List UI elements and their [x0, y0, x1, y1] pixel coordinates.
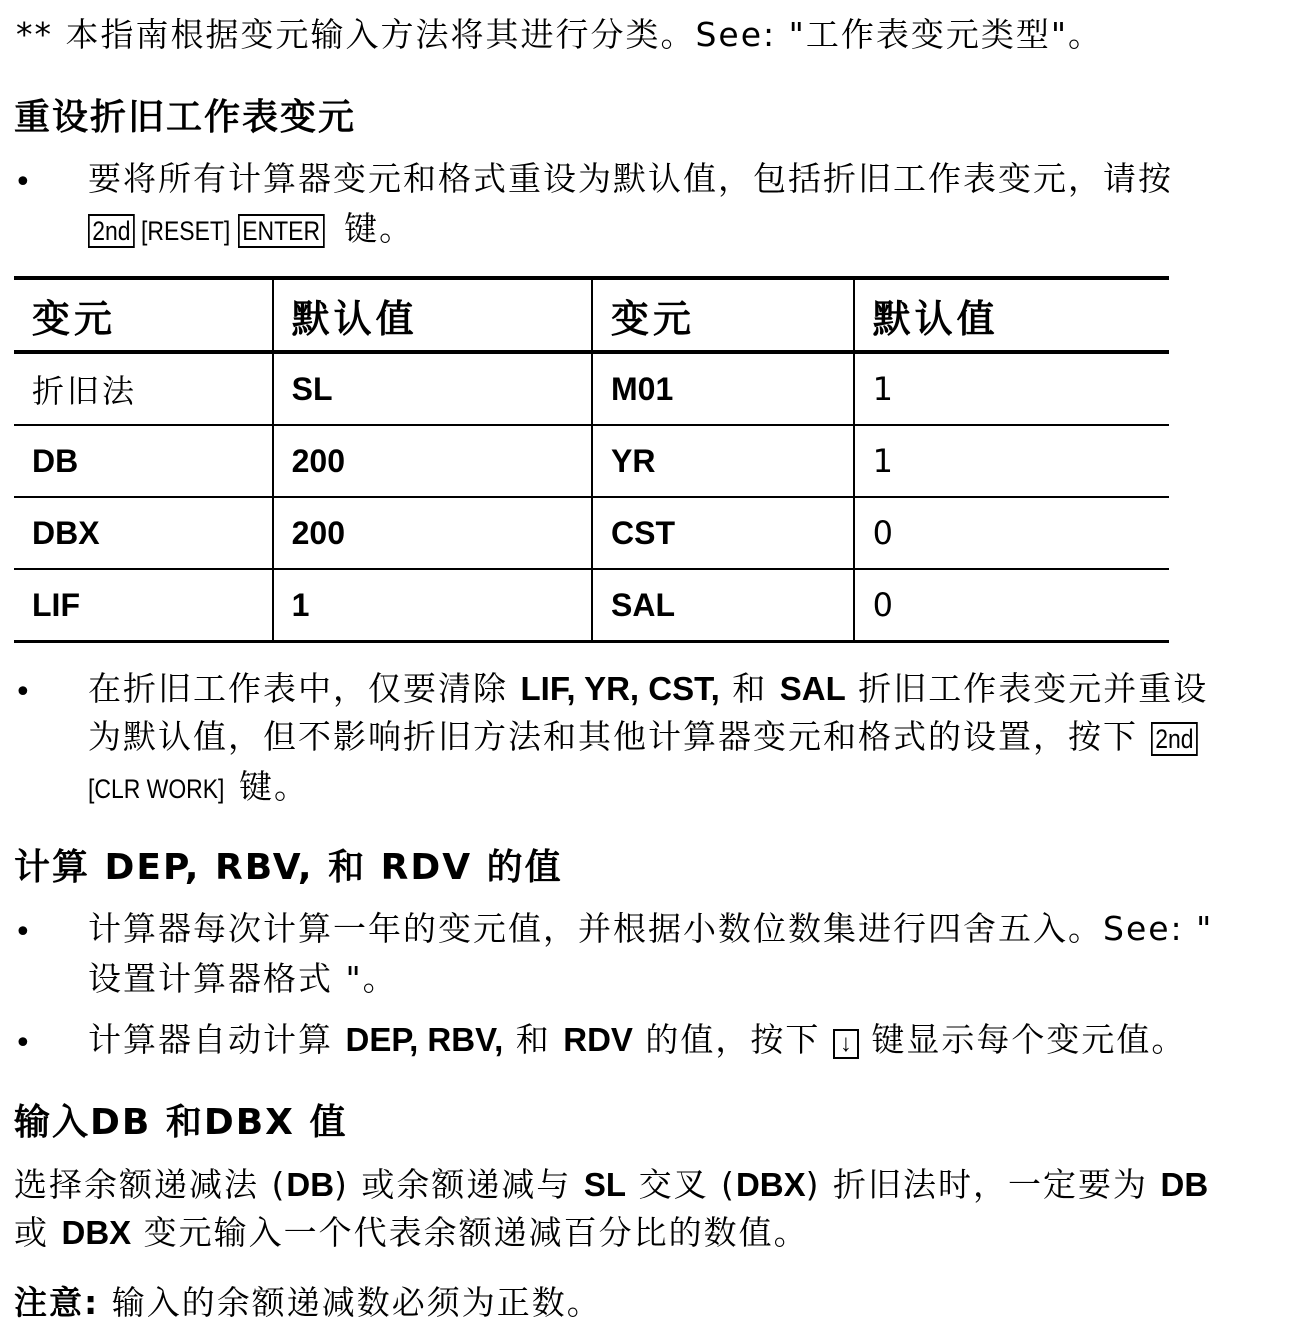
table-cell: SL [273, 352, 592, 425]
compute-text: 键显示每个变元值。 [858, 1020, 1187, 1059]
clear-instruction-line3 [88, 767, 310, 806]
input-text: ) 折旧法时，一定要为 [805, 1165, 1161, 1204]
reset-instruction-line2 [88, 209, 415, 248]
compute-auto-line [88, 1020, 1187, 1059]
table-row [14, 425, 1169, 497]
compute-line1: 计算器每次计算一年的变元值，并根据小数位数集进行四舍五入。See: " [88, 909, 1214, 948]
key-clr-work: [CLR WORK] [88, 774, 225, 804]
table-cell: 200 [273, 425, 592, 497]
input-para-line1 [14, 1165, 1209, 1204]
table-header-cell: 默认值 [854, 278, 1169, 352]
table-header-cell: 默认值 [273, 278, 592, 352]
input-var: DBX [61, 1214, 132, 1251]
table-cell: 1 [854, 352, 1169, 425]
table-cell: SAL [592, 569, 854, 642]
compute-text: 和 [503, 1020, 564, 1059]
clear-text: 键。 [226, 767, 310, 806]
reset-instruction-line1: 要将所有计算器变元和格式重设为默认值，包括折旧工作表变元，请按 [88, 159, 1173, 198]
clear-text: 折旧工作表变元并重设 [845, 669, 1209, 708]
bullet-marker: • [14, 675, 32, 710]
table-header-cell: 变元 [14, 278, 273, 352]
compute-line2: 设置计算器格式 "。 [88, 959, 398, 998]
table-cell: M01 [592, 352, 854, 425]
note-label: 注意: [14, 1283, 100, 1322]
clear-instruction-line1 [88, 669, 1209, 708]
table-cell: 1 [273, 569, 592, 642]
section-heading-reset: 重设折旧工作表变元 [14, 97, 357, 138]
table-cell: DB [14, 425, 273, 497]
clear-var-sal: SAL [779, 670, 846, 707]
clear-text: 在折旧工作表中，仅要清除 [88, 669, 521, 708]
key-2nd: 2nd [1151, 722, 1198, 756]
input-note [14, 1283, 602, 1322]
table-cell: YR [592, 425, 854, 497]
section-heading-input: 输入DB 和DBX 值 [14, 1102, 348, 1143]
table-cell: 1 [854, 425, 1169, 497]
reset-instruction-end: 键。 [331, 209, 415, 248]
key-reset: [RESET] [141, 216, 231, 246]
input-text: 变元输入一个代表余额递减百分比的数值。 [131, 1213, 809, 1252]
down-arrow-key-icon: ↓ [833, 1029, 859, 1059]
input-var: SL [583, 1166, 627, 1203]
input-text: 交叉 ( [626, 1165, 736, 1204]
input-text: ) 或余额递减与 [334, 1165, 584, 1204]
top-note: ** 本指南根据变元输入方法将其进行分类。See: "工作表变元类型"。 [16, 15, 1104, 54]
input-text: 选择余额递减法 ( [14, 1165, 287, 1204]
clear-vars: LIF, YR, CST, [520, 670, 720, 707]
input-var: DB [286, 1166, 335, 1203]
table-row [14, 352, 1169, 425]
section-heading-compute: 计算 DEP, RBV, 和 RDV 的值 [14, 847, 563, 888]
table-header-row [14, 278, 1169, 352]
table-cell: 200 [273, 497, 592, 569]
input-var: DBX [735, 1166, 806, 1203]
clear-text: 为默认值，但不影响折旧方法和其他计算器变元和格式的设置，按下 [88, 717, 1138, 756]
table-cell: LIF [14, 569, 273, 642]
compute-vars: DEP, RBV, [345, 1021, 504, 1058]
table-cell: 0 [854, 569, 1169, 642]
table-cell: 0 [854, 497, 1169, 569]
table-cell: DBX [14, 497, 273, 569]
table-header-cell: 变元 [592, 278, 854, 352]
compute-text: 计算器自动计算 [88, 1020, 346, 1059]
table-cell: CST [592, 497, 854, 569]
note-text: 输入的余额递减数必须为正数。 [99, 1283, 602, 1322]
clear-instruction-line2 [88, 717, 1206, 756]
table-row [14, 497, 1169, 569]
table-row [14, 569, 1169, 642]
key-enter: ENTER [238, 214, 324, 248]
clear-text: 和 [719, 669, 780, 708]
table-cell: 折旧法 [14, 352, 273, 425]
input-para-line2 [14, 1213, 809, 1252]
compute-text: 的值，按下 [632, 1020, 833, 1059]
bullet-marker: • [14, 1026, 32, 1061]
default-values-table [14, 276, 1169, 643]
bullet-marker: • [14, 165, 32, 200]
input-var: DB [1160, 1166, 1209, 1203]
compute-var-rdv: RDV [563, 1021, 633, 1058]
bullet-marker: • [14, 915, 32, 950]
key-2nd: 2nd [88, 214, 135, 248]
input-text: 或 [14, 1213, 62, 1252]
